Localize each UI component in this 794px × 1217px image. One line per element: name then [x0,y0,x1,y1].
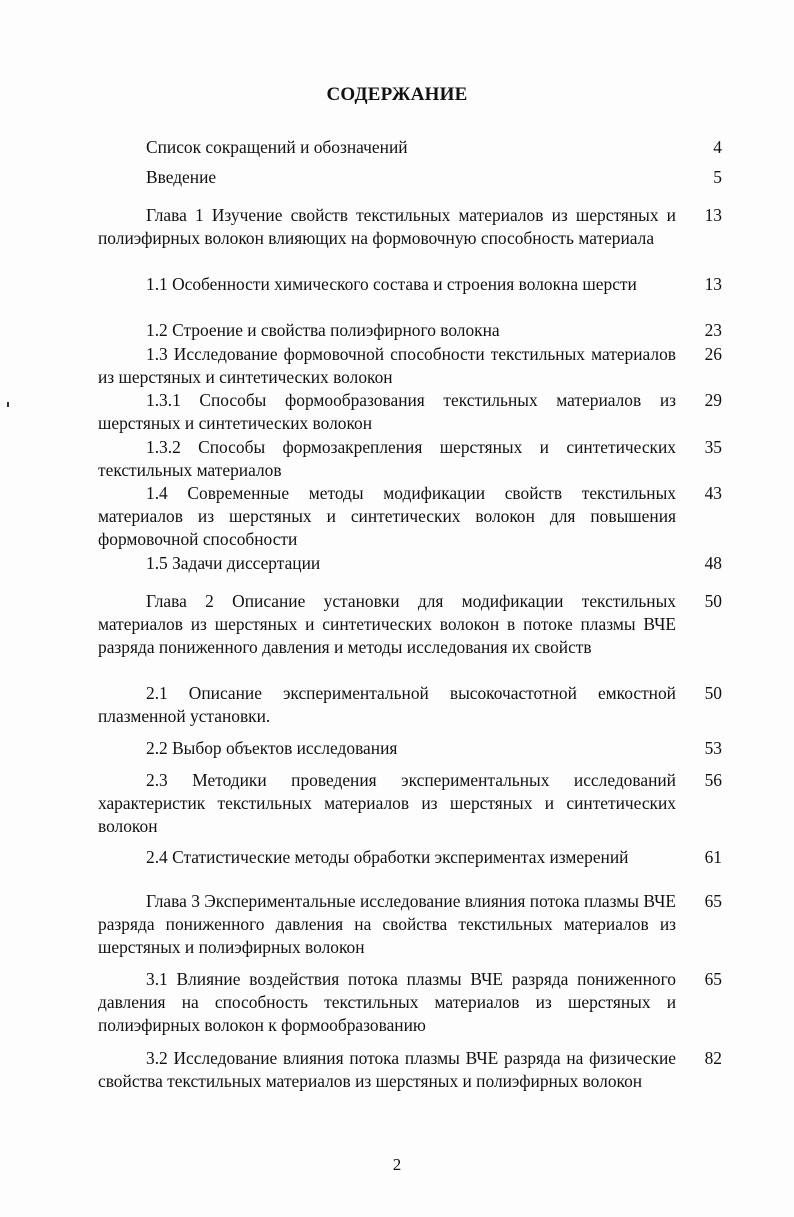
toc-entry-text: Глава 2 Описание установки для модификации текстильных материалов из шерстяных и синтетических волокон в потоке плазмы ВЧЕ разряда пониженного давления и методы исследования их свойств [98,591,676,657]
toc-entry-text: Глава 3 Экспериментальные исследование влияния потока плазмы ВЧЕ разряда пониженного давления на свойства текстильных материалов из шерстяных и полиэфирных волокон [98,891,676,957]
toc-entry-text: 2.1 Описание экспериментальной высокочастотной емкостной плазменной установки. [98,683,676,726]
toc-entry [98,1047,676,1093]
footer-page-number: 2 [392,1155,402,1174]
toc-page-number: 82 [704,1048,722,1068]
toc-entry [98,737,676,760]
toc-entry [98,319,676,342]
toc-page-number: 61 [704,847,722,867]
toc-entry-text: Глава 1 Изучение свойств текстильных материалов из шерстяных и полиэфирных волокон влияющих на формовочную способность материала [98,205,676,248]
toc-entry-text: Список сокращений и обозначений [146,137,408,157]
toc-entry [98,552,676,575]
toc-entry-text: 1.4 Современные методы модификации свойств текстильных материалов из шерстяных и синтетических волокон для повышения формовочной способности [98,483,676,549]
toc-entry [98,136,676,159]
toc-entry-text: 3.2 Исследование влияния потока плазмы ВЧЕ разряда на физические свойства текстильных материалов из шерстяных и полиэфирных волокон [98,1048,676,1091]
toc-entry [98,482,676,551]
toc-page-number: 50 [704,683,722,703]
page-title: СОДЕРЖАНИЕ [326,84,468,105]
toc-entry-text: 1.3.1 Способы формообразования текстильных материалов из шерстяных и синтетических волокон [98,390,676,433]
margin-mark [7,402,9,407]
toc-page-number: 23 [704,320,722,340]
toc-entry-text: 2.4 Статистические методы обработки экспериментах измерений [146,847,629,867]
toc-page-number: 35 [704,437,722,457]
toc-page-number: 13 [704,274,722,294]
toc-entry [98,389,676,435]
toc-entry-text: 1.3.2 Способы формозакрепления шерстяных и синтетических текстильных материалов [98,437,676,480]
toc-page-number: 5 [713,167,722,187]
toc-page-number: 29 [704,390,722,410]
toc-page-number: 65 [704,891,722,911]
toc-page-number: 56 [704,770,722,790]
toc-page-number: 43 [704,483,722,503]
toc-entry [98,204,676,250]
toc-entry-text: 1.1 Особенности химического состава и строения волокна шерсти [146,274,637,294]
toc-entry [98,682,676,728]
toc-page-number: 4 [713,137,722,157]
toc-entry [98,968,676,1037]
toc-entry [98,343,676,389]
toc-page-number: 13 [704,205,722,225]
toc-page-number: 48 [704,553,722,573]
toc-entry-text: 2.2 Выбор объектов исследования [146,738,398,758]
toc-entry [98,890,676,959]
toc-entry-text: 1.2 Строение и свойства полиэфирного волокна [146,320,500,340]
toc-entry [98,769,676,838]
toc-page-number: 65 [704,969,722,989]
toc-entry [98,590,676,659]
toc-entry [98,166,676,189]
toc-page-number: 53 [704,738,722,758]
toc-entry [98,273,676,296]
toc-entry [98,436,676,482]
toc-entry-text: Введение [146,167,217,187]
toc-entry-text: 1.5 Задачи диссертации [146,553,321,573]
toc-entry [98,846,676,869]
toc-entry-text: 1.3 Исследование формовочной способности текстильных материалов из шерстяных и синтетических волокон [98,344,676,387]
toc-entry-text: 2.3 Методики проведения экспериментальных исследований характеристик текстильных материалов из шерстяных и синтетических волокон [98,770,676,836]
toc-entry-text: 3.1 Влияние воздействия потока плазмы ВЧЕ разряда пониженного давления на способность текстильных материалов из шерстяных и полиэфирных волокон к формообразованию [98,969,676,1035]
toc-page-number: 50 [704,591,722,611]
toc-page-number: 26 [704,344,722,364]
